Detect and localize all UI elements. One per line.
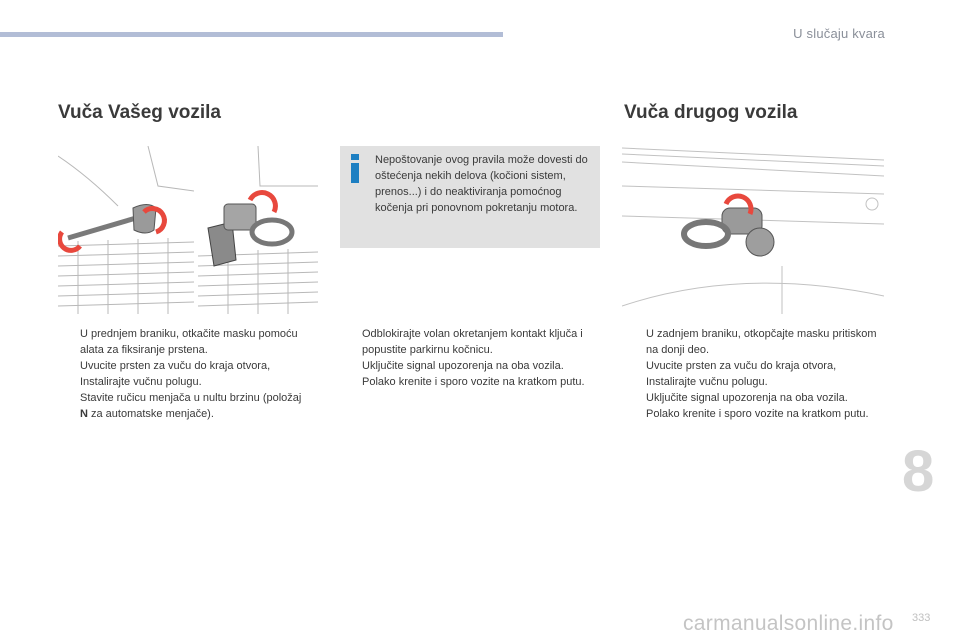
chapter-number: 8 <box>902 439 935 504</box>
list-item: Polako krenite i sporo vozite na kratkom putu. <box>362 376 585 388</box>
list-item: Odblokirajte volan okretanjem kontakt ključa i popustite parkirnu kočnicu. <box>362 328 583 356</box>
list-item: Instalirajte vučnu polugu. <box>80 376 202 388</box>
list-item: Uvucite prsten za vuču do kraja otvora, <box>80 360 271 372</box>
header-accent-bar <box>0 32 503 37</box>
middle-steps-list <box>340 326 600 390</box>
figure-tow-ring-install <box>198 146 318 314</box>
illustration-tow-ring <box>198 146 318 314</box>
list-item: Instalirajte vučnu polugu. <box>646 376 768 388</box>
illustration-rear-bumper <box>622 146 884 314</box>
watermark: carmanualsonline.info <box>683 612 894 635</box>
right-steps-list <box>624 326 879 422</box>
list-item: Stavite ručicu menjača u nultu brzinu (položaj N za automatske menjače). <box>80 392 302 420</box>
right-section-title: Vuča drugog vozila <box>624 102 798 123</box>
list-item: Uključite signal upozorenja na oba vozila. <box>362 360 564 372</box>
list-item: U prednjem braniku, otkačite masku pomoću alata za fiksiranje prstena. <box>80 328 298 356</box>
chapter-title: U slučaju kvara <box>793 26 885 41</box>
page-number: 333 <box>912 612 931 624</box>
left-section-title: Vuča Vašeg vozila <box>58 102 221 123</box>
illustration-front-bumper-tool <box>58 146 194 314</box>
info-icon <box>350 154 360 184</box>
list-item: U zadnjem braniku, otkopčajte masku pritiskom na donji deo. <box>646 328 877 356</box>
info-box <box>340 146 600 248</box>
left-steps-list <box>58 326 308 422</box>
list-item: Uvucite prsten za vuču do kraja otvora, <box>646 360 837 372</box>
list-item: Uključite signal upozorenja na oba vozila. <box>646 392 848 404</box>
info-text: Nepoštovanje ovog pravila može dovesti do oštećenja nekih delova (kočioni sistem, prenos...) i do neaktiviranja pomoćnog kočenja pri ponovnom pokretanju motora. <box>375 154 588 214</box>
figure-rear-tow-ring <box>622 146 884 314</box>
list-item: Polako krenite i sporo vozite na kratkom putu. <box>646 408 869 420</box>
figure-front-cover-removal <box>58 146 194 314</box>
